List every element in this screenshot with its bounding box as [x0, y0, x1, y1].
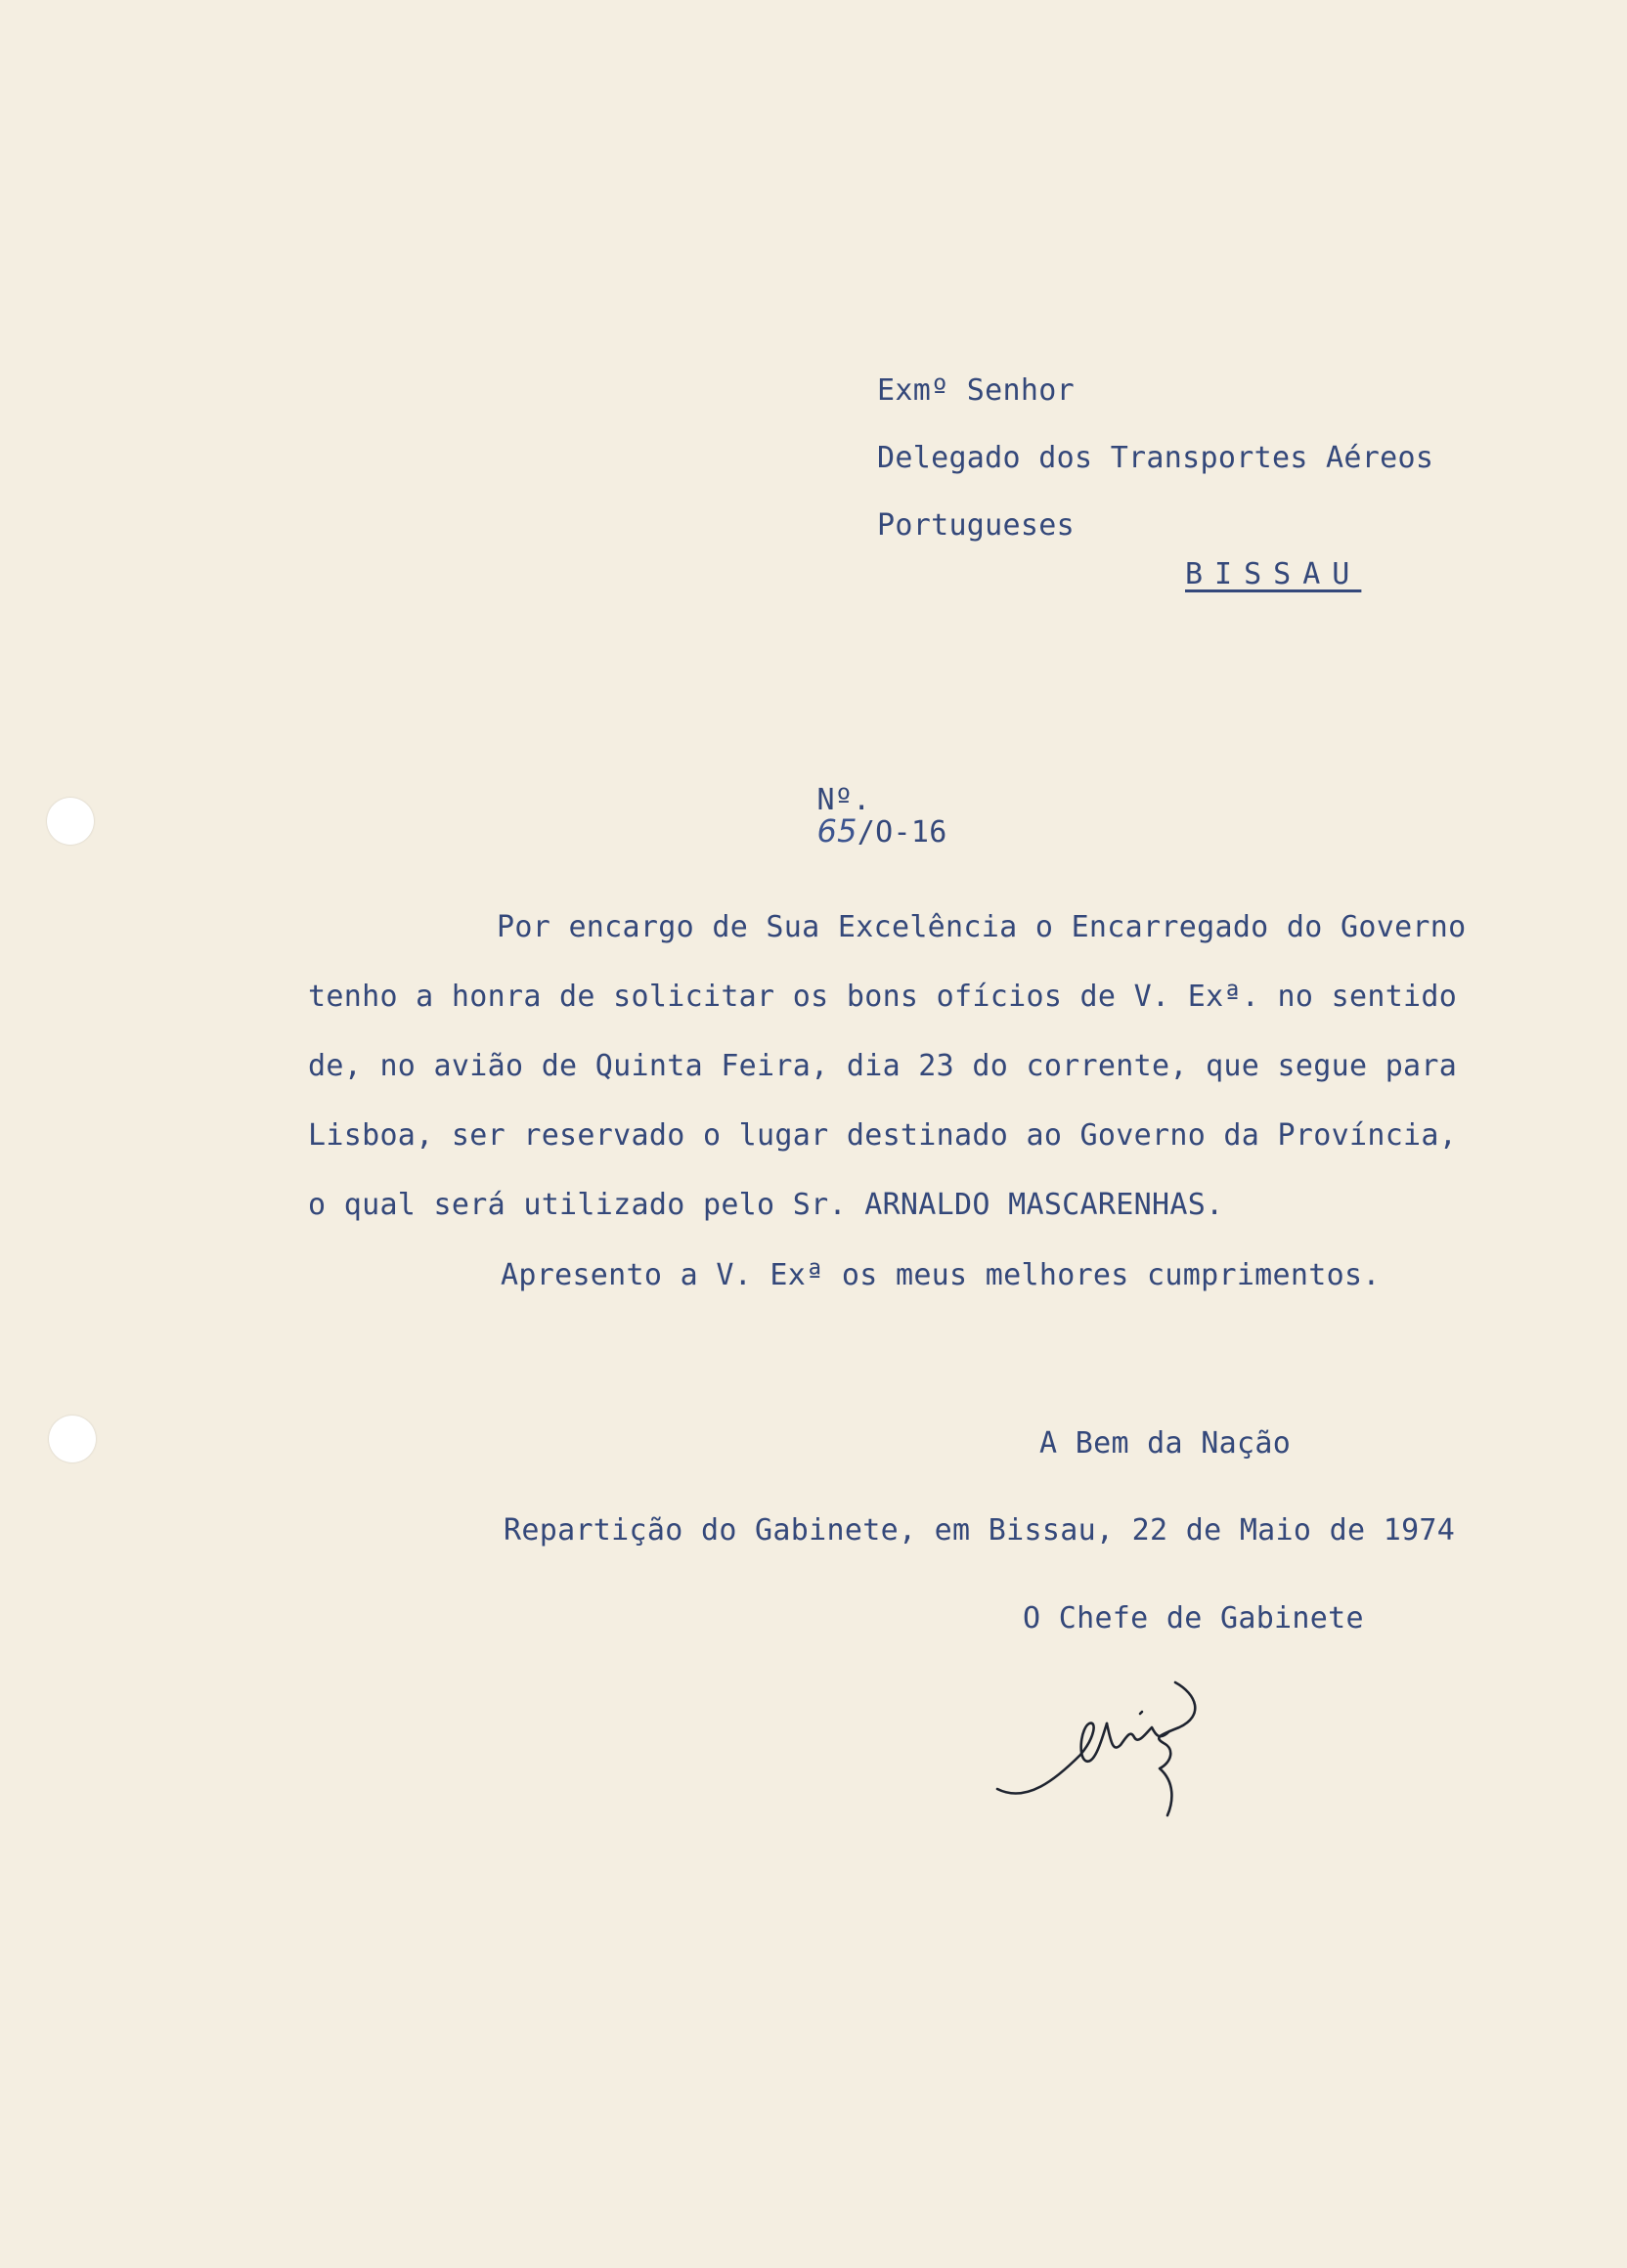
addressee-city: BISSAU: [1185, 557, 1362, 591]
closing-salutation: A Bem da Nação: [1039, 1426, 1292, 1461]
punch-hole-top: [47, 798, 94, 845]
signer-title: O Chefe de Gabinete: [1023, 1601, 1364, 1636]
reference-prefix: Nº.: [816, 783, 871, 817]
signature: [988, 1677, 1291, 1833]
addressee-title: Delegado dos Transportes Aéreos: [877, 441, 1434, 475]
addressee-salutation: Exmº Senhor: [877, 373, 1075, 408]
reference-suffix: /O-16: [857, 815, 947, 850]
place-date-line: Repartição do Gabinete, em Bissau, 22 de Maio de 1974: [504, 1513, 1456, 1548]
body-line-5: o qual será utilizado pelo Sr. ARNALDO MASCARENHAS.: [308, 1188, 1224, 1222]
reference-handwritten-number: 65: [816, 812, 857, 850]
body-line-6: Apresento a V. Exª os meus melhores cumprimentos.: [501, 1258, 1381, 1292]
body-line-3: de, no avião de Quinta Feira, dia 23 do corrente, que segue para: [308, 1049, 1458, 1083]
addressee-title-cont: Portugueses: [877, 508, 1075, 543]
body-line-2: tenho a honra de solicitar os bons ofícios de V. Exª. no sentido: [308, 980, 1458, 1014]
body-line-4: Lisboa, ser reservado o lugar destinado ao Governo da Província,: [308, 1118, 1458, 1153]
reference-number: [745, 757, 947, 877]
body-line-1: Por encargo de Sua Excelência o Encarregado do Governo: [497, 910, 1467, 944]
punch-hole-bottom: [49, 1416, 96, 1462]
